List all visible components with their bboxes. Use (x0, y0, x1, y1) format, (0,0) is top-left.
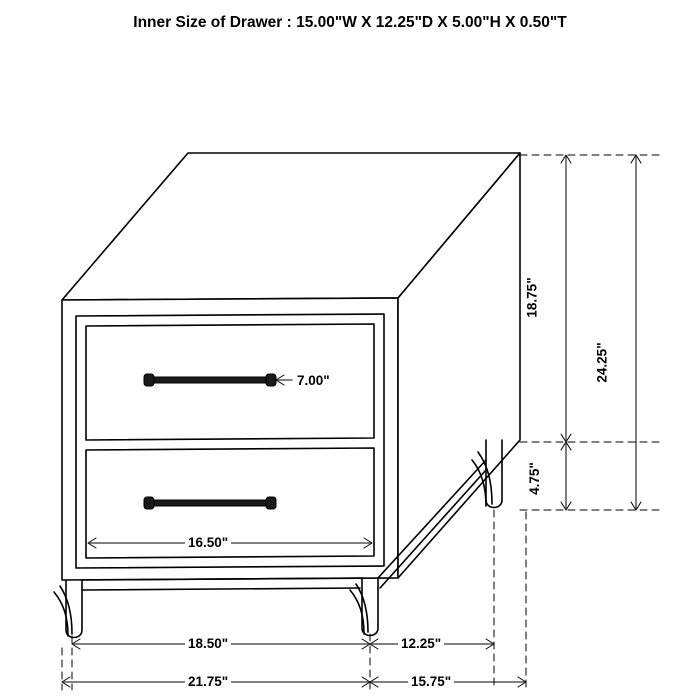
dim-label-handle-gap: 7.00" (294, 372, 333, 389)
leg-front-left (54, 580, 82, 638)
page-title: Inner Size of Drawer : 15.00"W X 12.25"D X 5.00"H X 0.50"T (133, 14, 567, 31)
base-stretcher-front-2 (82, 588, 360, 590)
dim-label-total-width: 21.75" (185, 673, 231, 690)
dim-label-total-height: 24.25" (594, 339, 611, 385)
dim-label-side-depth: 12.25" (398, 635, 444, 652)
dim-label-front-width: 18.50" (185, 635, 231, 652)
leg-front-right (350, 578, 378, 636)
dim-label-total-depth: 15.75" (408, 673, 454, 690)
dim-label-leg-height: 4.75" (526, 459, 543, 498)
dim-label-upper-height: 18.75" (524, 274, 541, 320)
dim-label-lower-drawer-width: 16.50" (185, 534, 231, 551)
